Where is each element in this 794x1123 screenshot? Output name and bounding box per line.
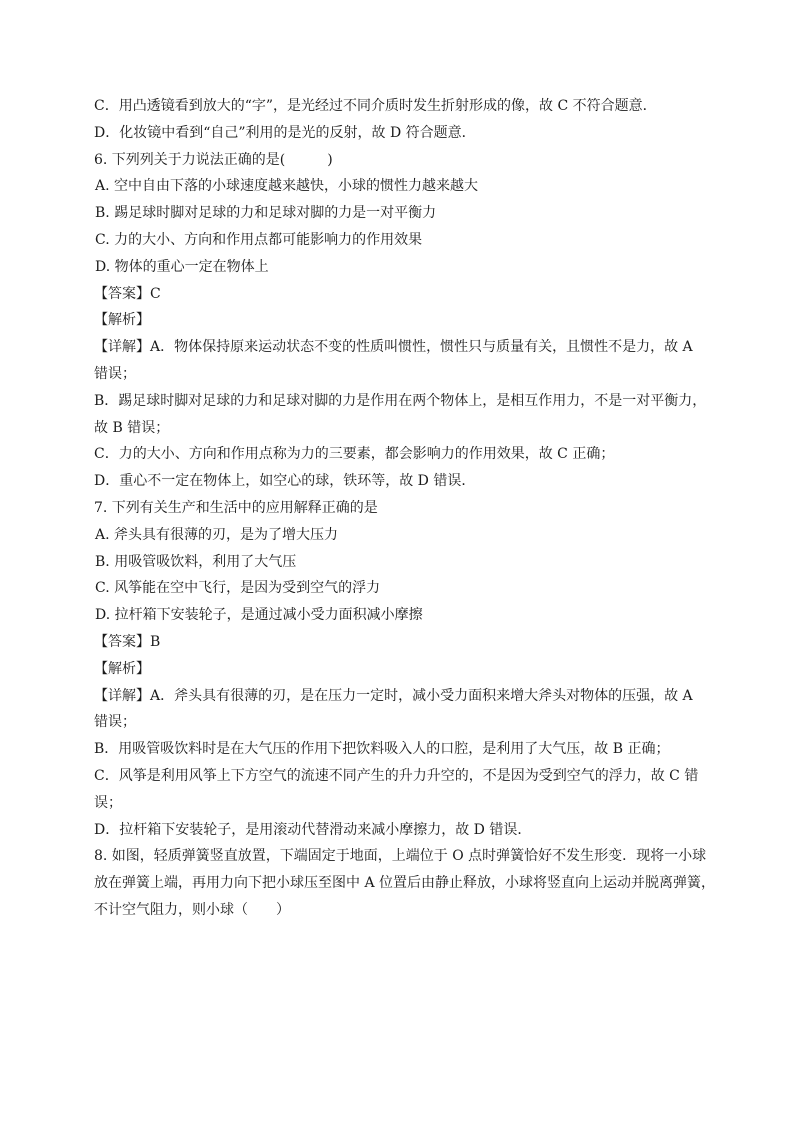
question-6-option-a: A. 空中自由下落的小球速度越来越快，小球的惯性力越来越大	[95, 178, 479, 195]
explanation-line: 【详解】A．物体保持原来运动状态不变的性质叫惯性，惯性只与质量有关，且惯性不是力，故 A	[94, 339, 693, 356]
explanation-line: C．力的大小、方向和作用点称为力的三要素，都会影响力的作用效果，故 C 正确；	[94, 446, 615, 463]
question-6-option-c: C. 力的大小、方向和作用点都可能影响力的作用效果	[95, 231, 423, 248]
explanation-line: D．重心不一定在物体上，如空心的球，铁环等，故 D 错误．	[94, 473, 476, 490]
question-7-option-c: C. 风筝能在空中飞行，是因为受到空气的浮力	[95, 580, 381, 597]
question-7-option-d: D. 拉杆箱下安装轮子，是通过减小受力面积减小摩擦	[95, 607, 423, 624]
explanation-line: 【详解】A．斧头具有很薄的刃，是在压力一定时，减小受力面积来增大斧头对物体的压强，故 A	[94, 687, 693, 704]
question-7-option-b: B. 用吸管吸饮料，利用了大气压	[95, 553, 297, 570]
explanation-line: B．踢足球时脚对足球的力和足球对脚的力是作用在两个物体上，是相互作用力，不是一对平衡力，	[94, 392, 707, 409]
answer-label: 【答案】B	[94, 633, 161, 650]
explanation-line: 错误；	[94, 365, 136, 382]
explanation-line: 错误；	[94, 714, 136, 731]
text-line: C．用凸透镜看到放大的“字”，是光经过不同介质时发生折射形成的像，故 C 不符合题意．	[94, 98, 657, 114]
answer-label: 【答案】C	[94, 285, 161, 302]
text-line: D．化妆镜中看到“自己”利用的是光的反射，故 D 符合题意．	[94, 124, 476, 141]
explanation-line: 误；	[94, 794, 122, 811]
analysis-label: 【解析】	[94, 312, 150, 329]
question-6-stem: 6. 下列列关于力说法正确的是( )	[94, 151, 333, 168]
question-6-option-b: B. 踢足球时脚对足球的力和足球对脚的力是一对平衡力	[95, 205, 437, 222]
question-7-stem: 7. 下列有关生产和生活中的应用解释正确的是	[94, 499, 378, 516]
question-8-stem: 放在弹簧上端，再用力向下把小球压至图中 A 位置后由静止释放，小球将竖直向上运动并脱离弹簧，	[94, 875, 716, 892]
explanation-line: D．拉杆箱下安装轮子，是用滚动代替滑动来减小摩擦力，故 D 错误．	[94, 821, 532, 838]
explanation-line: C．风筝是利用风筝上下方空气的流速不同产生的升力升空的，不是因为受到空气的浮力，故 C 错	[94, 767, 699, 784]
question-7-option-a: A. 斧头具有很薄的刃，是为了增大压力	[95, 526, 339, 543]
explanation-line: 故 B 错误；	[94, 419, 170, 436]
question-8-stem: 不计空气阻力，则小球（ ）	[94, 901, 290, 918]
explanation-line: B．用吸管吸饮料时是在大气压的作用下把饮料吸入人的口腔，是利用了大气压，故 B 正确；	[94, 741, 670, 758]
question-8-stem: 8. 如图，轻质弹簧竖直放置，下端固定于地面，上端位于 O 点时弹簧恰好不发生形变．现将一小球	[94, 848, 707, 865]
question-6-option-d: D. 物体的重心一定在物体上	[95, 258, 269, 275]
analysis-label: 【解析】	[94, 660, 150, 677]
